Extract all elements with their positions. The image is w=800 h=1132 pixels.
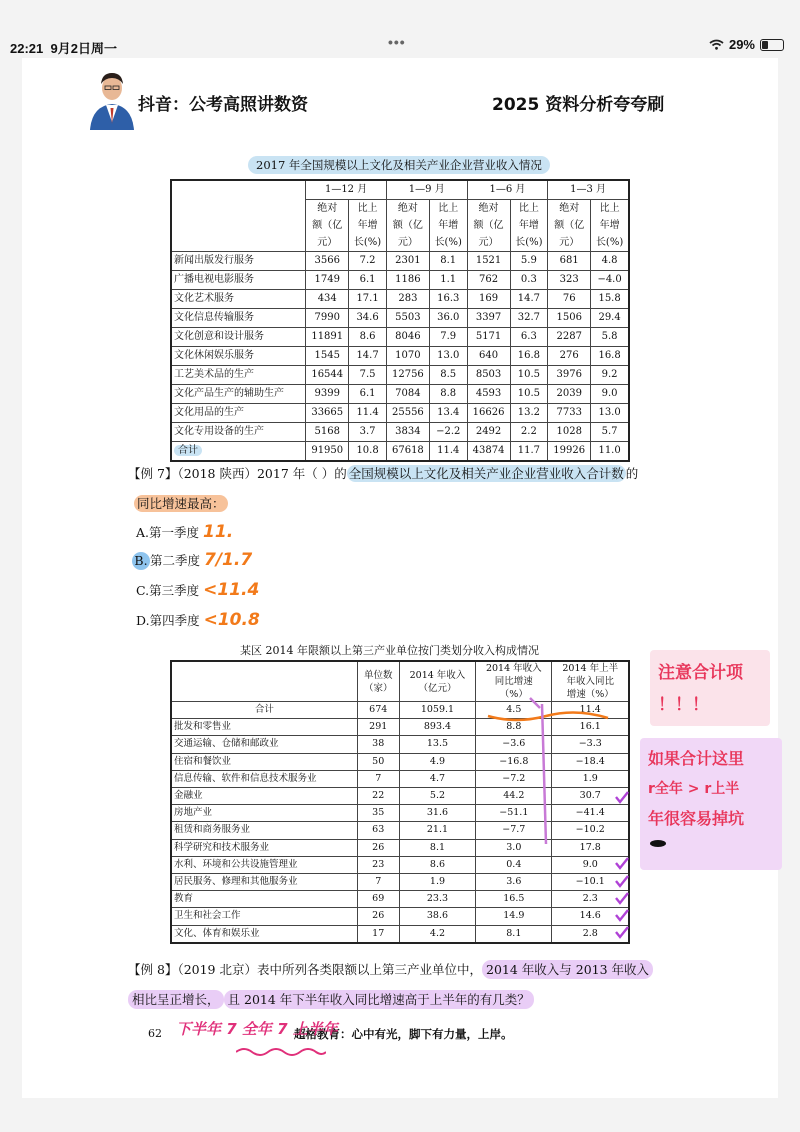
table-cell: 4.5 (476, 702, 552, 719)
row-label: 文化专用设备的生产 (171, 423, 306, 442)
table-cell: 7 (357, 770, 399, 787)
table-cell: 291 (357, 719, 399, 736)
table-cell: 5.7 (591, 423, 629, 442)
table-cell: 35 (357, 805, 399, 822)
table-cell: 10.5 (510, 366, 548, 385)
status-right (709, 37, 784, 52)
table-cell: 11.4 (429, 442, 467, 462)
battery-percent: 29% (728, 37, 755, 52)
table-cell: 5171 (467, 328, 510, 347)
table-cell: 14.7 (510, 290, 548, 309)
option-a[interactable] (136, 522, 233, 542)
example8-line1: 【例 8】（2019 北京）表中所列各类限额以上第三产业单位中， 2014 年收入与 2013 年收入 (128, 960, 653, 978)
table-cell: 91950 (306, 442, 349, 462)
table-cell: 7.2 (349, 252, 387, 271)
table-cell: 11.0 (591, 442, 629, 462)
example7-highlight: 全国规模以上文化及相关产业企业营业收入合计数 (348, 466, 624, 481)
table-row (171, 423, 629, 442)
table-cell: 1506 (548, 309, 591, 328)
table-cell: 26 (357, 839, 399, 856)
table-cell: 38.6 (399, 908, 475, 925)
annotation-vertical-line (542, 704, 546, 844)
table1-period-header: 1—12 月 (306, 180, 387, 200)
table-cell: 2.2 (510, 423, 548, 442)
table-cell: 8046 (386, 328, 429, 347)
table2-header-cell: 2014 年上半 年收入同比 增速（%） (552, 661, 629, 702)
table1-subheader-cell: 绝对 额（亿 元） (386, 200, 429, 252)
table1-period-header: 1—3 月 (548, 180, 629, 200)
table-cell: 4.9 (399, 753, 475, 770)
table-cell: −51.1 (476, 805, 552, 822)
row-label: 文化艺术服务 (171, 290, 306, 309)
option-handwriting: 11. (203, 522, 234, 542)
table-cell: 3834 (386, 423, 429, 442)
table-cell: 31.6 (399, 805, 475, 822)
table-cell: 2039 (548, 385, 591, 404)
revenue-table-2017 (170, 179, 630, 462)
table-row (171, 385, 629, 404)
table-cell: 1059.1 (399, 702, 475, 719)
row-label: 教育 (171, 891, 357, 908)
table-cell: 44.2 (476, 788, 552, 805)
row-label: 水利、环境和公共设施管理业 (171, 856, 357, 873)
check-icon (616, 893, 628, 903)
table-cell: 63 (357, 822, 399, 839)
option-letter: C. (136, 583, 150, 598)
table-cell: 29.4 (591, 309, 629, 328)
table-cell: 23 (357, 856, 399, 873)
row-label: 文化产品生产的辅助生产 (171, 385, 306, 404)
table-cell: 8.6 (349, 328, 387, 347)
table-cell: 16.8 (510, 347, 548, 366)
table-cell: 23.3 (399, 891, 475, 908)
table-cell: 1521 (467, 252, 510, 271)
table-cell: 6.1 (349, 385, 387, 404)
check-icon (616, 927, 628, 937)
table-cell: 67618 (386, 442, 429, 462)
annotation-wave (488, 712, 608, 720)
table-cell: 11891 (306, 328, 349, 347)
table-cell: −16.8 (476, 753, 552, 770)
table-cell: 2.8 (552, 925, 629, 943)
table-cell: 8.6 (399, 856, 475, 873)
check-icon (616, 858, 628, 868)
header-channel: 抖音：公考高照讲数资 (138, 95, 308, 115)
example7-line2 (134, 494, 228, 512)
table-cell: 13.5 (399, 736, 475, 753)
table-cell: 16.8 (591, 347, 629, 366)
table-cell: 2287 (548, 328, 591, 347)
header-series: 2025 资料分析夸夸刷 (492, 95, 665, 115)
total-label-highlight: 合计 (174, 445, 202, 456)
row-label: 卫生和社会工作 (171, 908, 357, 925)
table-cell: 8.1 (399, 839, 475, 856)
annotation-wave (236, 1046, 326, 1062)
table2-corner-cell (171, 661, 357, 702)
check-icon (616, 910, 628, 920)
row-label: 信息传输、软件和信息技术服务业 (171, 770, 357, 787)
option-handwriting: <11.4 (203, 580, 260, 600)
table-cell: 10.5 (510, 385, 548, 404)
table-cell: 16.5 (476, 891, 552, 908)
table2-header-cell: 2014 年收入 （亿元） (399, 661, 475, 702)
option-letter: A. (136, 525, 150, 540)
check-icon (616, 876, 628, 886)
table-cell: 640 (467, 347, 510, 366)
table-cell: 14.9 (476, 908, 552, 925)
table-cell: 19926 (548, 442, 591, 462)
table1-subheader-cell: 绝对 额（亿 元） (467, 200, 510, 252)
table-cell: 323 (548, 271, 591, 290)
table-row (171, 366, 629, 385)
table-cell: 16.1 (552, 719, 629, 736)
table-cell: 11.4 (552, 702, 629, 719)
table-row (171, 290, 629, 309)
option-text: 第二季度 (150, 553, 201, 568)
table-cell: 9.2 (591, 366, 629, 385)
presenter-avatar (86, 64, 138, 130)
example7-line1: 【例 7】（2018 陕西）2017 年（ ）的 全国规模以上文化及相关产业企业营业收入合计数 的 (128, 466, 639, 481)
table-cell: 1.9 (552, 770, 629, 787)
row-label: 租赁和商务服务业 (171, 822, 357, 839)
table-cell: 33665 (306, 404, 349, 423)
table-cell: 7990 (306, 309, 349, 328)
table-cell: −41.4 (552, 805, 629, 822)
table-cell: 0.4 (476, 856, 552, 873)
table1-subheader-cell: 比上 年增 长(%) (429, 200, 467, 252)
table-cell: −2.2 (429, 423, 467, 442)
row-label: 科学研究和技术服务业 (171, 839, 357, 856)
table-cell: 8.1 (476, 925, 552, 943)
table-cell: 3.7 (349, 423, 387, 442)
table-cell: 7.5 (349, 366, 387, 385)
table-cell: 3.6 (476, 874, 552, 891)
option-text: 第四季度 (149, 613, 200, 628)
table-row (171, 328, 629, 347)
table-row (171, 347, 629, 366)
table-row (171, 404, 629, 423)
table-cell: 16.3 (429, 290, 467, 309)
table-row (171, 442, 629, 462)
table-cell: 6.3 (510, 328, 548, 347)
example8-highlight1: 2014 年收入与 2013 年收入 (482, 960, 653, 979)
table-cell: 1070 (386, 347, 429, 366)
multitask-dots-icon[interactable]: ••• (388, 34, 406, 50)
table-cell: 13.4 (429, 404, 467, 423)
table-row (171, 908, 629, 925)
table-cell: 50 (357, 753, 399, 770)
option-letter: D. (136, 613, 150, 628)
table-cell: 1028 (548, 423, 591, 442)
page-header (22, 58, 778, 138)
status-time: 22:21 9月2日周一 (10, 41, 117, 56)
row-label: 合计 (171, 702, 357, 719)
table-row (171, 891, 629, 908)
table-cell: 11.4 (349, 404, 387, 423)
row-label: 居民服务、修理和其他服务业 (171, 874, 357, 891)
table-cell: 9.0 (591, 385, 629, 404)
table1-subheader-cell: 绝对 额（亿 元） (306, 200, 349, 252)
row-label: 文化信息传输服务 (171, 309, 306, 328)
table1-subheader-cell: 比上 年增 长(%) (591, 200, 629, 252)
table-cell: 2301 (386, 252, 429, 271)
table-cell: 36.0 (429, 309, 467, 328)
table-cell: 5503 (386, 309, 429, 328)
option-handwriting: 7/1.7 (204, 550, 253, 570)
option-c[interactable] (136, 580, 259, 600)
table-row (171, 925, 629, 943)
check-marks (614, 788, 634, 948)
table-cell: 2.3 (552, 891, 629, 908)
table-cell: −10.1 (552, 874, 629, 891)
row-label: 新闻出版发行服务 (171, 252, 306, 271)
table-cell: 13.0 (591, 404, 629, 423)
table-cell: 8503 (467, 366, 510, 385)
row-label: 文化创意和设计服务 (171, 328, 306, 347)
table2-header-cell: 单位数 （家） (357, 661, 399, 702)
table-cell: 276 (548, 347, 591, 366)
row-label: 广播电视电影服务 (171, 271, 306, 290)
table-cell: 5.2 (399, 788, 475, 805)
row-label: 文化用品的生产 (171, 404, 306, 423)
table2-title: 某区 2014 年限额以上第三产业单位按门类划分收入构成情况 (240, 644, 539, 657)
battery-fill (762, 41, 768, 49)
table1-subheader-cell: 绝对 额（亿 元） (548, 200, 591, 252)
note-total-warning: 注意合计项 ！！！ (650, 650, 770, 726)
table-cell: 43874 (467, 442, 510, 462)
table-cell: 16544 (306, 366, 349, 385)
wifi-icon (709, 39, 724, 50)
annotation-strokes (486, 694, 622, 844)
table-cell: 893.4 (399, 719, 475, 736)
table-cell: 8.1 (429, 252, 467, 271)
option-d[interactable] (136, 610, 260, 630)
table1-title: 2017 年全国规模以上文化及相关产业企业营业收入情况 (248, 156, 550, 174)
handwritten-annotation: 下半年 7 全年 7 上半年 (176, 1016, 346, 1064)
table-cell: 8.8 (429, 385, 467, 404)
table-cell: 3976 (548, 366, 591, 385)
table-cell: 10.8 (349, 442, 387, 462)
table-cell: −7.7 (476, 822, 552, 839)
option-b[interactable] (136, 550, 252, 570)
table-row (171, 271, 629, 290)
row-label: 文化休闲娱乐服务 (171, 347, 306, 366)
table-cell: 16626 (467, 404, 510, 423)
table-cell: 22 (357, 788, 399, 805)
document-page (22, 58, 778, 1098)
table-cell: 7.9 (429, 328, 467, 347)
table-cell: 15.8 (591, 290, 629, 309)
table-cell: 69 (357, 891, 399, 908)
table-cell: 13.0 (429, 347, 467, 366)
page-number: 62 (148, 1027, 162, 1040)
table-cell: 76 (548, 290, 591, 309)
option-handwriting: <10.8 (203, 610, 260, 630)
table-cell: 762 (467, 271, 510, 290)
table-cell: 9.0 (552, 856, 629, 873)
table1-period-header: 1—6 月 (467, 180, 548, 200)
table-cell: 3566 (306, 252, 349, 271)
table-cell: 38 (357, 736, 399, 753)
table-cell: 681 (548, 252, 591, 271)
table-cell: 674 (357, 702, 399, 719)
option-letter: B. (132, 552, 150, 570)
table-cell: 9399 (306, 385, 349, 404)
table-cell: 5.9 (510, 252, 548, 271)
table-cell: 4.7 (399, 770, 475, 787)
table2-header-cell: 2014 年收入 同比增速 （%） (476, 661, 552, 702)
table-cell: 1.1 (429, 271, 467, 290)
table-cell: 21.1 (399, 822, 475, 839)
table1-subheader-cell: 比上 年增 长(%) (510, 200, 548, 252)
table-cell: 14.6 (552, 908, 629, 925)
ink-blot (650, 840, 666, 847)
table-cell: 5.8 (591, 328, 629, 347)
table-cell: 1186 (386, 271, 429, 290)
table-cell: 1545 (306, 347, 349, 366)
table-cell: 32.7 (510, 309, 548, 328)
table-cell: 13.2 (510, 404, 548, 423)
row-label: 工艺美术品的生产 (171, 366, 306, 385)
table-cell: 7 (357, 874, 399, 891)
table-row (171, 874, 629, 891)
table-cell: 6.1 (349, 271, 387, 290)
table-cell: 17 (357, 925, 399, 943)
example8-highlight3: 且 2014 年下半年收入同比增速高于上半年的有几类？ (224, 990, 534, 1009)
table-cell: 17.1 (349, 290, 387, 309)
table-cell: 4.8 (591, 252, 629, 271)
table-cell: −3.6 (476, 736, 552, 753)
table-cell: 283 (386, 290, 429, 309)
row-label: 金融业 (171, 788, 357, 805)
table-cell: 12756 (386, 366, 429, 385)
check-icon (616, 792, 628, 802)
row-label: 房地产业 (171, 805, 357, 822)
table-cell: 4.2 (399, 925, 475, 943)
table-cell: 14.7 (349, 347, 387, 366)
table-cell: −3.3 (552, 736, 629, 753)
table-cell: 2492 (467, 423, 510, 442)
table-cell: 8.8 (476, 719, 552, 736)
table-cell: −7.2 (476, 770, 552, 787)
table-cell: 1749 (306, 271, 349, 290)
table-cell: 7084 (386, 385, 429, 404)
table-cell: 34.6 (349, 309, 387, 328)
row-label: 文化、体育和娱乐业 (171, 925, 357, 943)
table-cell: 4593 (467, 385, 510, 404)
option-text: 第三季度 (149, 583, 200, 598)
table-cell: 434 (306, 290, 349, 309)
example8-highlight2: 相比呈正增长， (128, 990, 224, 1009)
table-cell: −4.0 (591, 271, 629, 290)
row-label: 交通运输、仓储和邮政业 (171, 736, 357, 753)
table-cell: −18.4 (552, 753, 629, 770)
table-cell: 30.7 (552, 788, 629, 805)
battery-icon (760, 39, 784, 51)
table1-header-row (171, 180, 629, 200)
row-label: 住宿和餐饮业 (171, 753, 357, 770)
example8-line2 (128, 990, 534, 1008)
status-bar (0, 0, 800, 56)
table-cell: 3397 (467, 309, 510, 328)
table1-corner-cell (171, 180, 306, 252)
table-cell: 169 (467, 290, 510, 309)
footer-slogan: 超格教育：心中有光，脚下有力量，上岸。 (294, 1027, 513, 1041)
table-cell: 25556 (386, 404, 429, 423)
table-cell: 3.0 (476, 839, 552, 856)
note-trap-explanation: 如果合计这里 r全年 > r上半 年很容易掉坑 (640, 738, 782, 870)
table-row (171, 309, 629, 328)
table-cell: −10.2 (552, 822, 629, 839)
row-label (171, 442, 306, 462)
table-cell: 11.7 (510, 442, 548, 462)
table-cell: 26 (357, 908, 399, 925)
annotation-tick (530, 698, 540, 708)
table-cell: 7733 (548, 404, 591, 423)
table-cell: 8.5 (429, 366, 467, 385)
table-row (171, 252, 629, 271)
table-cell: 1.9 (399, 874, 475, 891)
option-text: 第一季度 (149, 525, 200, 540)
row-label: 批发和零售业 (171, 719, 357, 736)
table1-period-header: 1—9 月 (386, 180, 467, 200)
table-cell: 0.3 (510, 271, 548, 290)
table-row (171, 856, 629, 873)
table-cell: 17.8 (552, 839, 629, 856)
example7-line2-highlight: 同比增速最高： (134, 495, 228, 512)
table-cell: 5168 (306, 423, 349, 442)
table1-subheader-cell: 比上 年增 长(%) (349, 200, 387, 252)
